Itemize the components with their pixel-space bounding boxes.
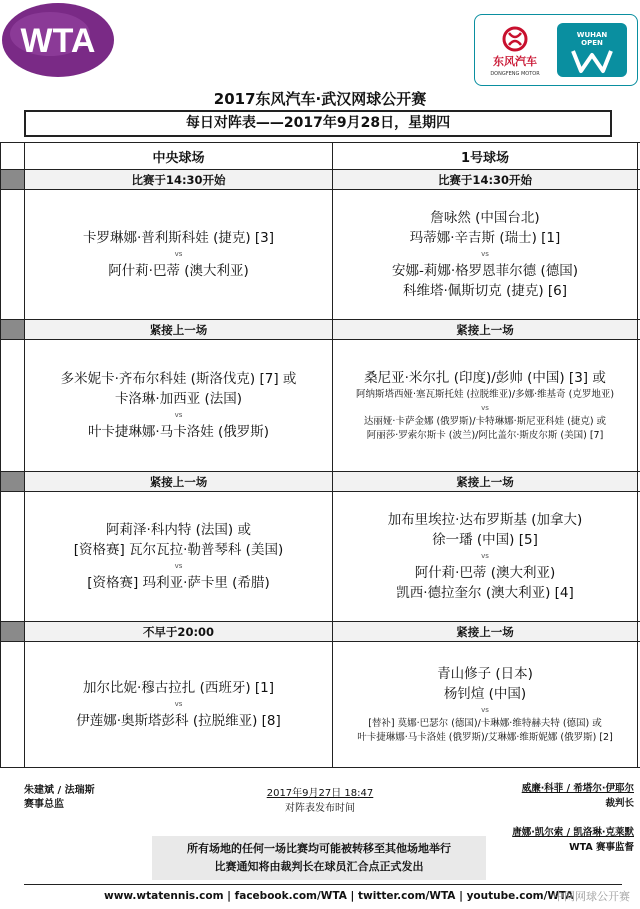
player: 阿丽莎·罗索尔斯卡 (波兰)/阿比盖尔·斯皮尔斯 (美国) [7] xyxy=(366,430,604,441)
player: 伊莲娜·奥斯塔彭科 (拉脱维亚) [8] xyxy=(76,713,281,729)
footer-officials xyxy=(512,781,634,855)
player: [资格赛] 瓦尔瓦拉·勒普琴科 (美国) xyxy=(73,542,284,558)
player: 阿莉泽·科内特 (法国) 或 xyxy=(106,522,251,538)
director-names: 朱建斌 / 法瑞斯 xyxy=(24,785,95,796)
page-subtitle: 每日对阵表——2017年9月28日，星期四 xyxy=(24,110,612,137)
supervisor-names: 唐娜·凯尔索 / 凯洛琳·克莱默 xyxy=(512,827,634,838)
player: 多米妮卡·齐布尔科娃 (斯洛伐克) [7] 或 xyxy=(60,371,297,387)
row-start-time: 紧接上一场 xyxy=(25,472,333,492)
player: 杨钊煊 (中国) xyxy=(443,686,527,702)
player: 阿什莉·巴蒂 (澳大利亚) xyxy=(414,565,556,581)
footer-tournament-director xyxy=(24,784,95,812)
gutter-marker xyxy=(1,472,25,492)
match-cell xyxy=(25,642,333,768)
wuhan-line1: WUHAN xyxy=(576,31,608,39)
player: 青山修子 (日本) xyxy=(437,666,533,682)
player: 达丽娅·卡萨金娜 (俄罗斯)/卡特琳娜·斯尼亚科娃 (捷克) 或 xyxy=(363,416,607,427)
supervisor-title: WTA 赛事监督 xyxy=(569,842,634,853)
player: 玛蒂娜·辛吉斯 (瑞士) [1] xyxy=(409,230,561,246)
match-cell xyxy=(25,190,333,320)
row-start-time: 紧接上一场 xyxy=(333,472,638,492)
match-cell xyxy=(333,340,638,472)
player: 凯西·德拉奎尔 (澳大利亚) [4] xyxy=(396,585,574,601)
vs-label: vs xyxy=(174,700,183,708)
footer-links: www.wtatennis.com | facebook.com/WTA | twitter.com/WTA | youtube.com/WTA xyxy=(104,890,574,902)
court-header-center: 中央球场 xyxy=(25,143,333,170)
player: 安娜-莉娜·格罗恩菲尔德 (德国) xyxy=(392,263,578,279)
player: 卡罗琳娜·普利斯科娃 (捷克) [3] xyxy=(82,230,275,246)
release-label: 对阵表发布时间 xyxy=(285,803,355,814)
vs-label: vs xyxy=(174,562,183,570)
referee-names: 威廉·科菲 / 希塔尔·伊耶尔 xyxy=(521,783,634,794)
divider xyxy=(24,884,622,885)
referee-title: 裁判长 xyxy=(605,798,634,809)
match-cell xyxy=(333,492,638,622)
player: [资格赛] 玛利亚·萨卡里 (希腊) xyxy=(87,575,270,591)
schedule-table xyxy=(0,142,640,768)
gutter-marker xyxy=(1,170,25,190)
gutter xyxy=(1,143,25,170)
player: 叶卡捷琳娜·马卡洛娃 (俄罗斯) xyxy=(87,424,270,440)
match-cell xyxy=(333,190,638,320)
sponsor-sub: DONGFENG MOTOR xyxy=(490,71,540,77)
player: 卡洛琳·加西亚 (法国) xyxy=(114,391,243,407)
wuhan-line2: OPEN xyxy=(581,39,603,47)
row-start-time: 不早于20:00 xyxy=(25,622,333,642)
vs-label: vs xyxy=(481,552,489,560)
sponsor-logo-box xyxy=(474,14,638,86)
player: [替补] 莫娜·巴瑟尔 (德国)/卡琳娜·维特赫夫特 (德国) 或 xyxy=(368,718,602,729)
player: 科维塔·佩斯切克 (捷克) [6] xyxy=(402,283,568,299)
director-title: 赛事总监 xyxy=(24,799,64,810)
row-start-time: 比赛于14:30开始 xyxy=(333,170,638,190)
wta-logo xyxy=(0,0,118,78)
vs-label: vs xyxy=(174,411,183,419)
vs-label: vs xyxy=(481,706,489,714)
row-start-time: 比赛于14:30开始 xyxy=(25,170,333,190)
match-cell xyxy=(25,340,333,472)
match-cell xyxy=(333,642,638,768)
page-title: 2017东风汽车·武汉网球公开赛 xyxy=(213,90,427,108)
row-start-time: 紧接上一场 xyxy=(25,320,333,340)
player: 詹咏然 (中国台北) xyxy=(430,210,540,226)
row-start-time: 紧接上一场 xyxy=(333,622,638,642)
row-start-time: 紧接上一场 xyxy=(333,320,638,340)
notice-line: 所有场地的任何一场比赛均可能被转移至其他场地举行 xyxy=(187,842,451,855)
court-header-court1: 1号球场 xyxy=(333,143,638,170)
notice-line: 比赛通知将由裁判长在球员汇合点正式发出 xyxy=(214,860,424,873)
player: 加布里埃拉·达布罗斯基 (加拿大) xyxy=(387,512,583,528)
vs-label: vs xyxy=(481,404,489,412)
gutter-marker xyxy=(1,320,25,340)
match-cell xyxy=(25,492,333,622)
wta-logo-text: WTA xyxy=(20,22,96,60)
vs-label: vs xyxy=(481,250,489,258)
player: 叶卡捷琳娜·马卡洛娃 (俄罗斯)/艾琳娜·维斯妮娜 (俄罗斯) [2] xyxy=(357,732,613,743)
sponsor-name: 东风汽车 xyxy=(493,55,537,68)
player: 阿什莉·巴蒂 (澳大利亚) xyxy=(108,263,249,279)
player: 阿纳斯塔西娅·塞瓦斯托娃 (拉脱维亚)/多娜·维基奇 (克罗地亚) xyxy=(355,389,615,400)
player: 桑尼亚·米尔扎 (印度)/彭帅 (中国) [3] 或 xyxy=(364,370,606,386)
player: 加尔比妮·穆古拉扎 (西班牙) [1] xyxy=(82,680,275,696)
player: 徐一璠 (中国) [5] xyxy=(432,532,538,548)
footer-release-time xyxy=(246,786,394,816)
vs-label: vs xyxy=(174,250,183,258)
watermark: 中网网球公开赛 xyxy=(553,890,630,903)
gutter-marker xyxy=(1,622,25,642)
notice-box xyxy=(152,836,486,880)
release-date: 2017年9月27日 18:47 xyxy=(266,788,374,799)
